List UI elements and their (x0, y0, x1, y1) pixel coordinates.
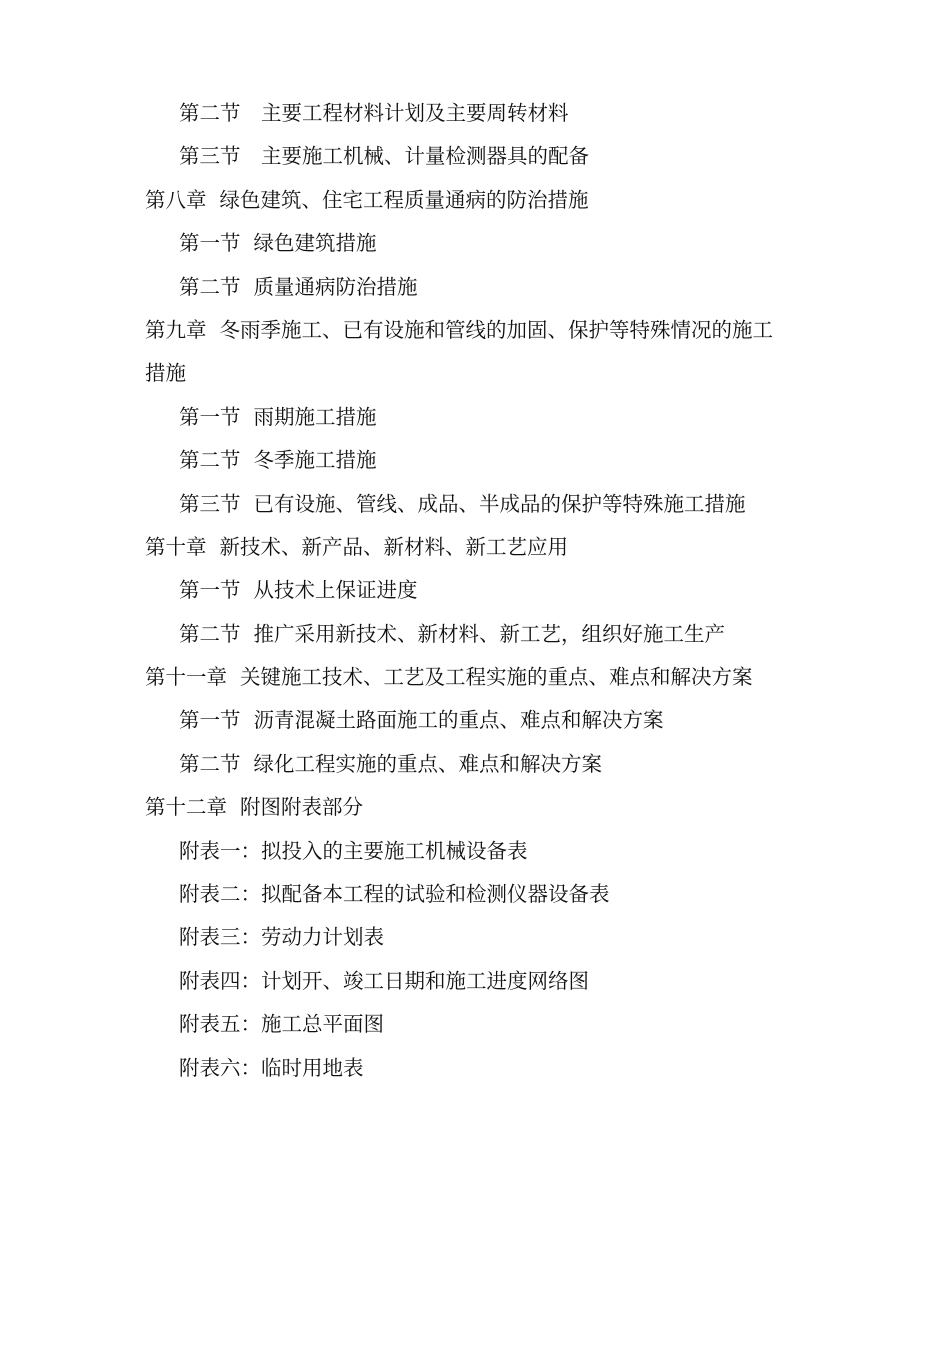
toc-section-line: 第一节 绿色建筑措施 (179, 231, 377, 256)
toc-appendix-line: 附表三：劳动力计划表 (179, 925, 384, 950)
toc-appendix-line: 附表二：拟配备本工程的试验和检测仪器设备表 (179, 882, 610, 907)
toc-section-line: 第一节 雨期施工措施 (179, 404, 377, 429)
toc-section-line: 第二节 主要工程材料计划及主要周转材料 (179, 101, 569, 125)
toc-appendix-line: 附表五：施工总平面图 (179, 1012, 384, 1037)
toc-chapter-line: 第九章 冬雨季施工、已有设施和管线的加固、保护等特殊情况的施工 (145, 317, 774, 342)
toc-section-line: 第二节 冬季施工措施 (179, 448, 377, 473)
table-of-contents (145, 92, 845, 1090)
toc-section-line: 第二节 推广采用新技术、新材料、新工艺，组织好施工生产 (179, 621, 726, 646)
toc-chapter-line: 第八章 绿色建筑、住宅工程质量通病的防治措施 (145, 187, 589, 212)
toc-section-line: 第三节 主要施工机械、计量检测器具的配备 (179, 144, 589, 169)
toc-chapter-line: 第十章 新技术、新产品、新材料、新工艺应用 (145, 534, 569, 559)
toc-appendix-line: 附表一：拟投入的主要施工机械设备表 (179, 838, 528, 863)
toc-section-line: 第三节 已有设施、管线、成品、半成品的保护等特殊施工措施 (179, 491, 746, 516)
toc-chapter-line: 第十二章 附图附表部分 (145, 795, 364, 820)
toc-chapter-line: 第十一章 关键施工技术、工艺及工程实施的重点、难点和解决方案 (145, 665, 753, 690)
toc-section-line: 第二节 质量通病防治措施 (179, 274, 418, 299)
toc-appendix-line: 附表六：临时用地表 (179, 1055, 364, 1080)
toc-chapter-line-continuation: 措施 (145, 361, 186, 386)
toc-appendix-line: 附表四：计划开、竣工日期和施工进度网络图 (179, 968, 589, 993)
toc-section-line: 第一节 沥青混凝土路面施工的重点、难点和解决方案 (179, 708, 664, 733)
toc-section-line: 第一节 从技术上保证进度 (179, 578, 418, 603)
toc-section-line: 第二节 绿化工程实施的重点、难点和解决方案 (179, 751, 603, 776)
